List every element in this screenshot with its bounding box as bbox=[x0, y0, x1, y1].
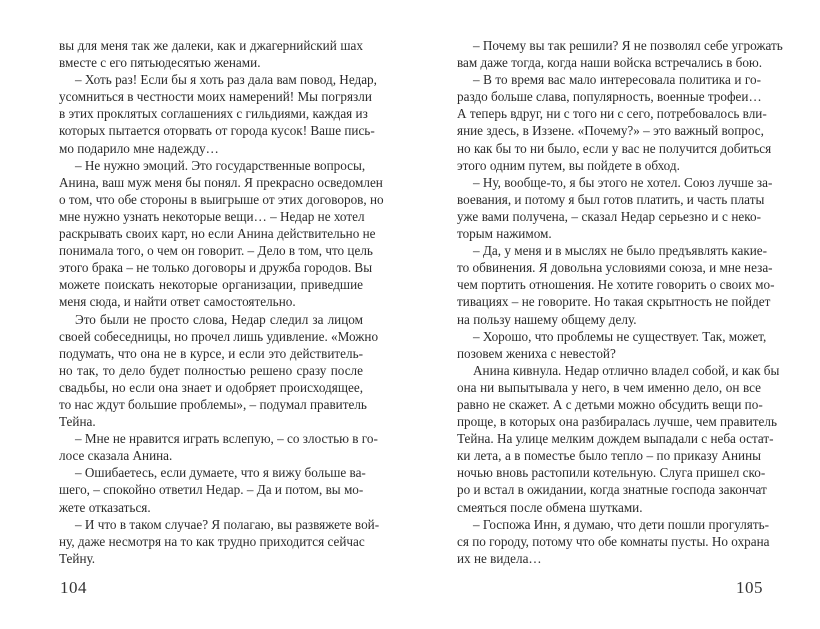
text-line: ночью вновь растопили котельную. Слуга пришел ско- bbox=[457, 465, 766, 481]
text-line: в этих проклятых соглашениях с гильдиями, каждая из bbox=[59, 106, 368, 122]
text-line: мо подарило мне надежду… bbox=[59, 140, 219, 156]
text-line: – В то время вас мало интересовала политика и го- bbox=[473, 72, 761, 88]
text-line: смеяться после обмена шутками. bbox=[457, 499, 643, 515]
text-line: торым нажимом. bbox=[457, 226, 552, 242]
text-line: лосе сказала Анина. bbox=[59, 448, 173, 464]
page-number-right: 105 bbox=[736, 578, 763, 597]
text-line: подумать, что она не в курсе, и если это действитель- bbox=[59, 345, 363, 361]
text-line: Анина кивнула. Недар отлично владел собой, и как бы bbox=[473, 362, 780, 378]
paragraph bbox=[457, 516, 770, 567]
text-line: можете поискать некоторые организации, приведшие bbox=[59, 277, 363, 293]
text-line: ки лета, а в поместье было тепло – по приказу Анины bbox=[457, 448, 761, 464]
text-line: ро и встал в ожидании, когда знатные господа закончат bbox=[457, 482, 767, 498]
text-line: равно не скажет. А с детьми можно обсудить вещи по- bbox=[457, 396, 763, 412]
text-line: их не видела… bbox=[457, 550, 542, 566]
text-line: – Ну, вообще-то, я бы этого не хотел. Союз лучше за- bbox=[473, 174, 773, 190]
paragraph bbox=[457, 71, 772, 174]
text-line: раскрывать своих карт, но если Анина действительно не bbox=[59, 226, 376, 242]
text-line: меня сюда, и найти ответ самостоятельно. bbox=[59, 294, 296, 310]
text-line: ся по городу, потому что обе комнаты пусты. Но охрана bbox=[457, 533, 770, 549]
text-line: уже вами получена, – сказал Недар серьезно и с неко- bbox=[457, 208, 761, 224]
text-line: – Почему вы так решили? Я не позволял себе угрожать bbox=[473, 38, 783, 53]
text-line: Тейна. На улице мелким дождем выпадали с неба остат- bbox=[457, 431, 774, 447]
text-line: этого одним путем, вы пойдете в обход. bbox=[457, 157, 680, 173]
text-line: но так, то дело будет полностью решено сразу после bbox=[59, 362, 363, 378]
text-line: своей собеседницы, но прочел лишь удивление. «Можно bbox=[59, 328, 379, 344]
text-line: – Мне не нравится играть вслепую, – со злостью в го- bbox=[75, 431, 378, 447]
text-line: вам даже тогда, когда наши войска встречались в бою. bbox=[457, 55, 763, 71]
text-line: она ни выпытывала у него, в чем именно дело, он все bbox=[457, 379, 761, 395]
text-line: проще, в которых она разбиралась лучше, чем правитель bbox=[457, 414, 777, 430]
left-page bbox=[59, 37, 384, 567]
text-line: воевания, и потому я был готов платить, и часть платы bbox=[457, 191, 765, 207]
paragraph bbox=[59, 157, 384, 311]
text-line: – Да, у меня и в мыслях не было предъявлять какие- bbox=[473, 243, 768, 259]
text-line: усомниться в честности моих намерений! Мы погрязли bbox=[59, 89, 372, 105]
text-line: жете отказаться. bbox=[59, 499, 151, 515]
text-line: – Госпожа Инн, я думаю, что дети пошли прогулять- bbox=[473, 516, 770, 532]
text-line: яние здесь, в Иззене. «Почему?» – это важный вопрос, bbox=[457, 123, 764, 139]
text-line: мне нужно узнать некоторые вещи… – Недар не хотел bbox=[59, 208, 365, 224]
paragraph bbox=[457, 37, 783, 71]
text-line: на пользу нашему общему делу. bbox=[457, 311, 637, 327]
text-line: о том, что обе стороны в выигрыше от этих договоров, но bbox=[59, 191, 384, 207]
paragraph bbox=[59, 464, 366, 515]
paragraph bbox=[457, 242, 775, 327]
text-line: – Ошибаетесь, если думаете, что я вижу больше ва- bbox=[75, 465, 366, 481]
text-line: тивациях – не говорите. Но такая скрытность не пойдет bbox=[457, 294, 771, 310]
text-line: раздо больше слава, популярность, военные трофеи… bbox=[457, 89, 762, 105]
paragraph bbox=[59, 37, 363, 71]
text-line: чем портить отношения. Не хотите говорить о своих мо- bbox=[457, 277, 775, 293]
text-line: Тейну. bbox=[59, 550, 96, 566]
page-number-left: 104 bbox=[60, 578, 87, 597]
text-line: вы для меня так же далеки, как и джагернийский шах bbox=[59, 38, 363, 53]
text-line: свадьбы, но если она знает и одобряет происходящее, bbox=[59, 379, 363, 395]
text-line: но как бы то ни было, если у вас не получится добиться bbox=[457, 140, 772, 156]
paragraph bbox=[59, 430, 378, 464]
text-line: позовем жениха с невестой? bbox=[457, 345, 616, 361]
text-line: вместе с его пятьюдесятью женами. bbox=[59, 55, 261, 71]
text-line: – Не нужно эмоций. Это государственные вопросы, bbox=[75, 157, 366, 173]
right-page bbox=[457, 37, 783, 567]
text-line: А теперь вдруг, ни с того ни с сего, потребовалось вли- bbox=[457, 106, 767, 122]
paragraph bbox=[457, 328, 767, 362]
text-line: Анина, ваш муж меня бы понял. Я прекрасно осведомлен bbox=[59, 174, 383, 190]
text-line: которых пытается оторвать от города кусок! Ваше пись- bbox=[59, 123, 375, 139]
text-line: этого брака – не только договоры и дружба городов. Вы bbox=[59, 260, 373, 276]
text-line: – Хорошо, что проблемы не существует. Так, может, bbox=[473, 328, 767, 344]
paragraph bbox=[457, 362, 780, 516]
paragraph bbox=[59, 311, 379, 431]
paragraph bbox=[457, 174, 773, 242]
text-line: то обвинения. Я довольна условиями союза, и мне неза- bbox=[457, 260, 773, 276]
paragraph bbox=[59, 71, 377, 156]
text-line: шего, – спокойно ответил Недар. – Да и потом, вы мо- bbox=[59, 482, 364, 498]
text-line: ну, даже несмотря на то как трудно приходится сейчас bbox=[59, 533, 365, 549]
paragraph bbox=[59, 516, 380, 567]
text-line: – И что в таком случае? Я полагаю, вы развяжете вой- bbox=[75, 516, 380, 532]
text-line: Это были не просто слова, Недар следил за лицом bbox=[75, 311, 363, 327]
text-line: то нас ждут большие проблемы», – подумал правитель bbox=[59, 396, 367, 412]
text-line: – Хоть раз! Если бы я хоть раз дала вам повод, Недар, bbox=[75, 72, 377, 88]
text-line: Тейна. bbox=[59, 414, 96, 430]
text-line: понимала того, о чем он говорит. – Дело в том, что цель bbox=[59, 243, 373, 259]
